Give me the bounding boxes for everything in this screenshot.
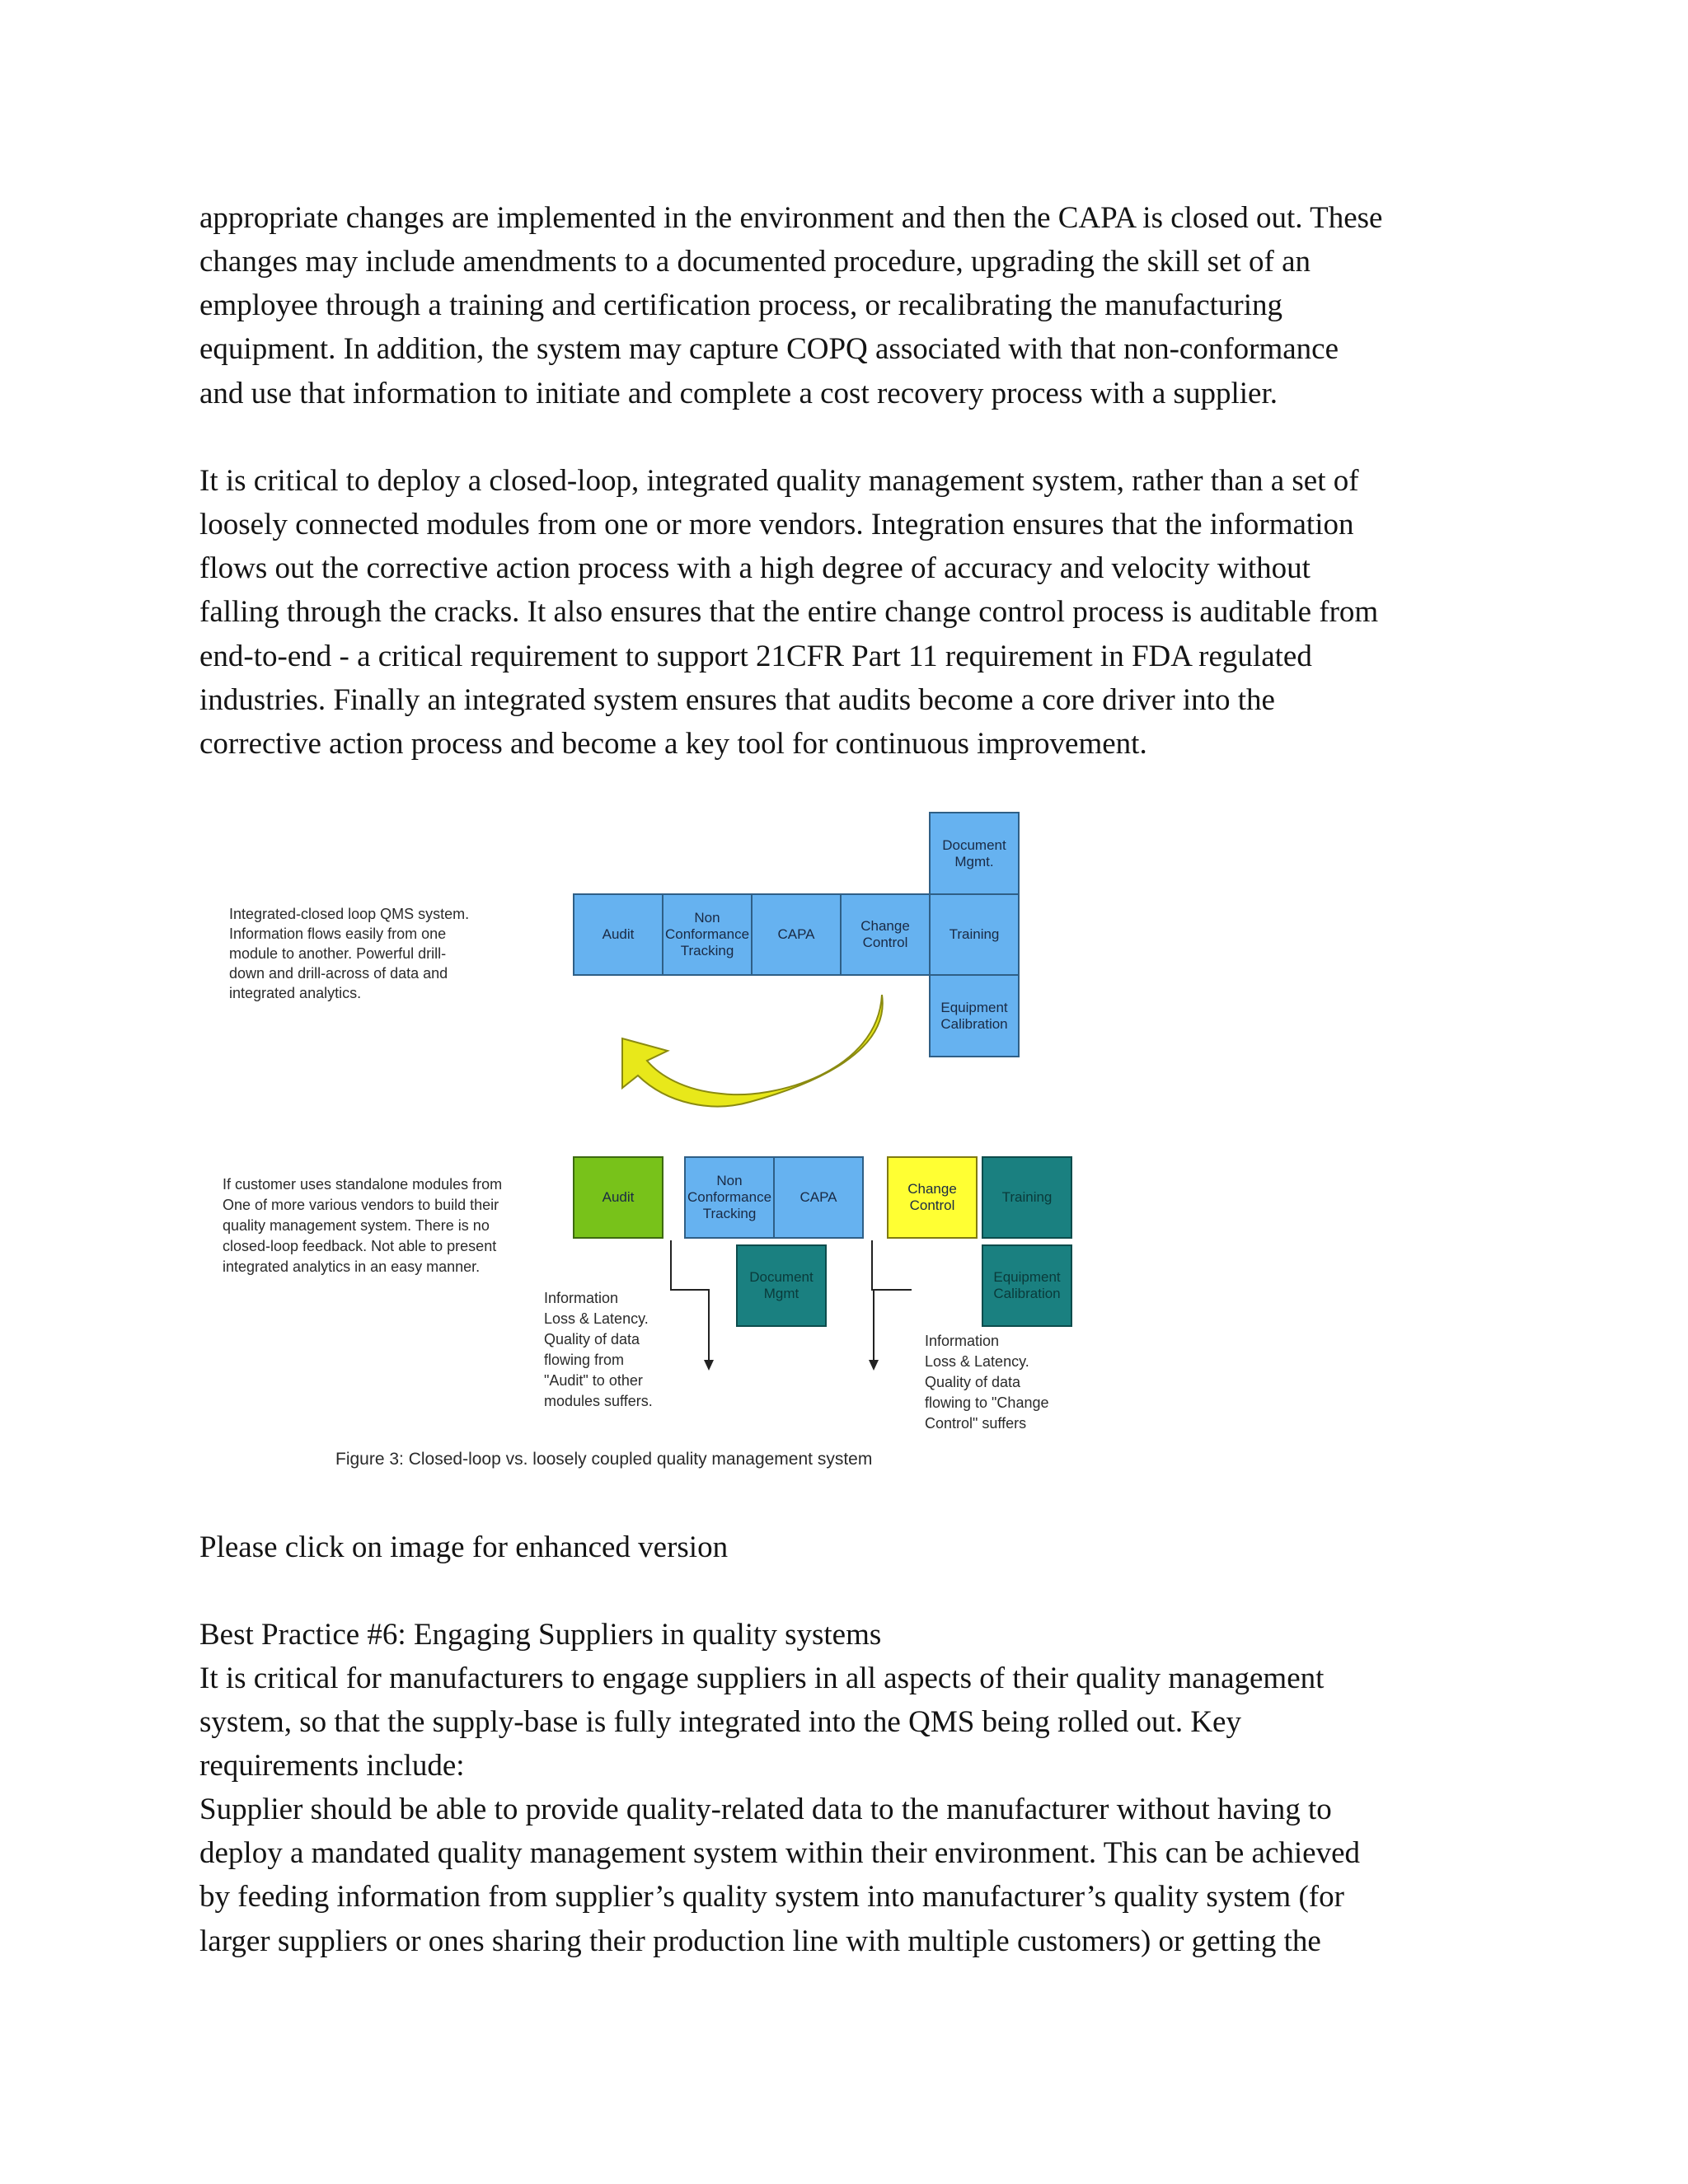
paragraph-line: equipment. In addition, the system may capture COPQ associated with that non-conformance	[199, 332, 1339, 366]
standalone-equipment-calibration	[982, 1244, 1072, 1327]
module-non-conformance	[662, 893, 753, 976]
module-label: Training	[949, 926, 1000, 942]
connector-line-change	[872, 1240, 912, 1290]
module-label: CAPA	[799, 1189, 837, 1205]
qms-figure[interactable]	[206, 804, 1137, 1492]
paragraph-line: corrective action process and become a key tool for continuous improvement.	[199, 727, 1147, 761]
paragraph-line: loosely connected modules from one or more vendors. Integration ensures that the information	[199, 508, 1354, 541]
module-document-mgmt	[929, 812, 1020, 895]
paragraph-line: employee through a training and certification process, or recalibrating the manufacturing	[199, 288, 1283, 322]
module-label: Non Conformance Tracking	[664, 910, 750, 958]
module-label: Document Mgmt	[749, 1269, 814, 1301]
module-label: Change Control	[860, 918, 910, 950]
figure-caption: Figure 3: Closed-loop vs. loosely coupled quality management system	[335, 1450, 873, 1469]
standalone-capa	[773, 1156, 864, 1239]
module-label: Audit	[602, 926, 635, 942]
connector-arrowhead-audit	[704, 1360, 714, 1371]
paragraph-line: appropriate changes are implemented in the environment and then the CAPA is closed out. These	[199, 201, 1383, 235]
standalone-audit	[573, 1156, 663, 1239]
connector-arrowhead-change	[869, 1360, 879, 1371]
standalone-non-conformance	[684, 1156, 775, 1239]
module-label: CAPA	[777, 926, 815, 942]
paragraph-line: Supplier should be able to provide quality-related data to the manufacturer without having to	[199, 1793, 1332, 1826]
module-label: Equipment Calibration	[993, 1269, 1061, 1301]
integrated-note: Integrated-closed loop QMS system. Information flows easily from one module to another. Powerful drill- down and drill-across of data and integrated analytics.	[229, 906, 470, 1001]
module-label: Training	[1001, 1189, 1053, 1205]
paragraph-line: by feeding information from supplier’s quality system into manufacturer’s quality system (for	[199, 1880, 1344, 1914]
enhanced-version-link[interactable]: Please click on image for enhanced version	[199, 1530, 729, 1564]
paragraph-line: requirements include:	[199, 1749, 465, 1783]
feedback-loop-arrow	[622, 995, 883, 1106]
module-change-control	[840, 893, 931, 976]
standalone-change-control	[887, 1156, 978, 1239]
module-label: Change Control	[907, 1181, 957, 1213]
loss-note-change: Information Loss & Latency. Quality of data flowing to "Change Control" suffers	[925, 1333, 1049, 1432]
module-label: Audit	[602, 1189, 635, 1205]
module-label: Non Conformance Tracking	[687, 1173, 772, 1221]
module-audit	[573, 893, 663, 976]
module-training	[929, 893, 1020, 976]
standalone-training	[982, 1156, 1072, 1239]
paragraph-line: changes may include amendments to a documented procedure, upgrading the skill set of an	[199, 245, 1311, 279]
paragraph-line: system, so that the supply-base is fully integrated into the QMS being rolled out. Key	[199, 1705, 1241, 1739]
paragraph-line: It is critical for manufacturers to engage suppliers in all aspects of their quality management	[199, 1661, 1325, 1695]
module-label: Document Mgmt.	[942, 837, 1006, 869]
loss-note-audit: Information Loss & Latency. Quality of data flowing from "Audit" to other modules suffers.	[544, 1290, 653, 1409]
paragraph-line: It is critical to deploy a closed-loop, integrated quality management system, rather than a set of	[199, 464, 1359, 498]
module-capa	[751, 893, 842, 976]
paragraph-line: industries. Finally an integrated system ensures that audits become a core driver into the	[199, 683, 1275, 717]
section-heading: Best Practice #6: Engaging Suppliers in quality systems	[199, 1618, 882, 1652]
paragraph-line: larger suppliers or ones sharing their production line with multiple customers) or getting the	[199, 1924, 1321, 1958]
module-equipment-calibration	[929, 974, 1020, 1057]
paragraph-line: deploy a mandated quality management system within their environment. This can be achieved	[199, 1836, 1360, 1870]
paragraph-line: flows out the corrective action process with a high degree of accuracy and velocity without	[199, 551, 1311, 585]
standalone-note: If customer uses standalone modules from One of more various vendors to build their quality management system. There is no closed-loop feedback. Not able to present integrated analytics in an easy manner.	[223, 1176, 503, 1275]
standalone-document-mgmt	[736, 1244, 827, 1327]
connector-line-audit	[671, 1240, 709, 1360]
module-label: Equipment Calibration	[940, 999, 1008, 1032]
paragraph-line: end-to-end - a critical requirement to support 21CFR Part 11 requirement in FDA regulated	[199, 640, 1312, 673]
paragraph-line: falling through the cracks. It also ensures that the entire change control process is auditable from	[199, 595, 1379, 629]
paragraph-line: and use that information to initiate and complete a cost recovery process with a supplier.	[199, 377, 1278, 410]
